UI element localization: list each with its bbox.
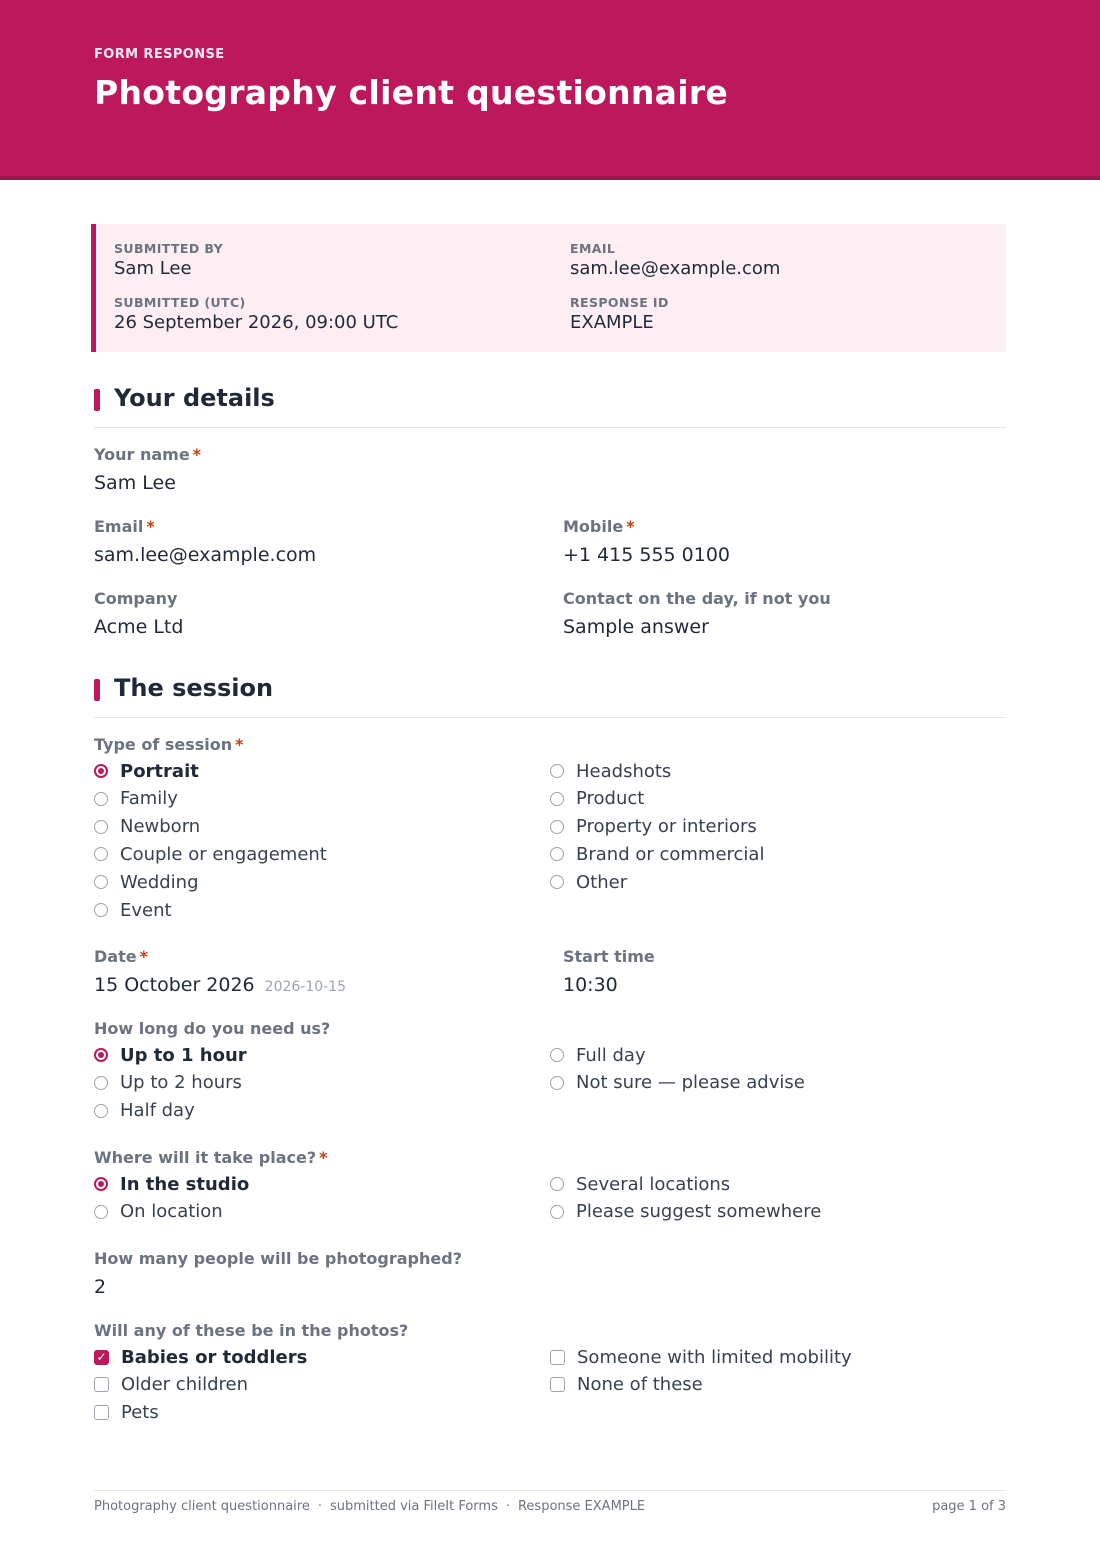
email-label: EMAIL: [570, 241, 616, 256]
field-label: Start time: [563, 947, 655, 966]
checkbox-option-none-of-these: [550, 1373, 703, 1397]
option-label: Newborn: [120, 816, 201, 838]
option-label: Product: [576, 788, 645, 810]
radio-empty-icon: [550, 847, 564, 861]
section-accent-bar: [94, 679, 100, 701]
field-value: +1 415 555 0100: [563, 544, 731, 566]
required-marker: *: [626, 517, 635, 536]
option-label: Property or interiors: [576, 816, 757, 838]
radio-empty-icon: [550, 820, 564, 834]
radio-empty-icon: [550, 875, 564, 889]
checkbox-option-older-children: [94, 1373, 248, 1397]
option-label: Full day: [576, 1044, 646, 1066]
radio-option-property-or-interiors: [550, 815, 757, 839]
field-your-name: [94, 445, 201, 494]
date-value: 15 October 2026: [94, 974, 255, 996]
submitted-time: [114, 295, 398, 333]
field-company: [94, 589, 183, 638]
radio-option-portrait: [94, 759, 199, 783]
radio-option-half-day: [94, 1099, 195, 1123]
field-value: 10:30: [563, 974, 618, 996]
section-the-session: [94, 674, 1006, 718]
radio-option-headshots: [550, 759, 671, 783]
submitted-by-value: Sam Lee: [114, 258, 192, 279]
required-marker: *: [235, 735, 244, 754]
submitter-email: [570, 241, 780, 279]
radio-selected-icon: [94, 764, 108, 778]
option-label: In the studio: [120, 1173, 250, 1195]
radio-option-on-location: [94, 1200, 223, 1224]
field-duration: [94, 1019, 330, 1038]
field-value: Sample answer: [563, 616, 709, 638]
field-label: Date *: [94, 947, 148, 966]
option-label: Portrait: [120, 760, 199, 782]
radio-option-product: [550, 787, 644, 811]
radio-empty-icon: [94, 875, 108, 889]
field-value: [94, 974, 346, 996]
response-id: [570, 295, 669, 333]
field-type-of-session: [94, 735, 244, 754]
radio-empty-icon: [550, 764, 564, 778]
field-label: Email *: [94, 517, 155, 536]
radio-empty-icon: [550, 1205, 564, 1219]
field-start-time: [563, 947, 655, 996]
checkbox-empty-icon: [550, 1350, 565, 1365]
footer-via: submitted via FileIt Forms: [329, 1499, 498, 1514]
option-label: Couple or engagement: [120, 843, 327, 865]
response-id-label: RESPONSE ID: [570, 295, 669, 310]
submitted-by: [114, 241, 223, 279]
radio-option-newborn: [94, 815, 200, 839]
checkbox-option-someone-with-limited-mobility: [550, 1345, 852, 1369]
option-label: Please suggest somewhere: [576, 1201, 822, 1223]
field-place: [94, 1148, 328, 1167]
section-accent-bar: [94, 389, 100, 411]
form-title: Photography client questionnaire: [94, 73, 729, 112]
radio-empty-icon: [550, 1076, 564, 1090]
submitted-time-value: 26 September 2026, 09:00 UTC: [114, 312, 399, 333]
required-marker: *: [192, 445, 202, 464]
required-marker: *: [319, 1148, 328, 1167]
option-label: Event: [120, 899, 172, 921]
footer-separator: ·: [317, 1499, 322, 1514]
field-value: 2: [94, 1276, 107, 1298]
option-label: Not sure — please advise: [576, 1072, 805, 1094]
radio-option-event: [94, 898, 172, 922]
radio-empty-icon: [94, 1104, 108, 1118]
radio-option-other: [550, 870, 627, 894]
section-heading: The session: [114, 674, 274, 702]
page-number: page 1 of 3: [932, 1499, 1006, 1514]
option-label: Family: [120, 788, 178, 810]
email-value: sam.lee@example.com: [570, 258, 781, 279]
field-value: sam.lee@example.com: [94, 544, 317, 566]
option-label: Wedding: [120, 871, 199, 893]
option-label: Older children: [121, 1374, 249, 1396]
response-id-value: EXAMPLE: [570, 312, 654, 333]
footer-response: Response EXAMPLE: [517, 1499, 646, 1514]
radio-empty-icon: [94, 903, 108, 917]
option-label: Brand or commercial: [576, 843, 765, 865]
radio-option-up-to-1-hour: [94, 1043, 247, 1067]
radio-empty-icon: [550, 1048, 564, 1062]
field-mobile: [563, 517, 730, 566]
field-label: How many people will be photographed?: [94, 1249, 462, 1268]
checkbox-empty-icon: [94, 1405, 109, 1420]
checkbox-option-pets: [94, 1401, 159, 1425]
field-date: [94, 947, 346, 996]
radio-option-not-sure-please-advise: [550, 1071, 805, 1095]
radio-selected-icon: [94, 1177, 108, 1191]
field-label: Mobile *: [563, 517, 635, 536]
radio-option-family: [94, 787, 178, 811]
checkbox-checked-icon: ✓: [94, 1350, 109, 1365]
date-iso: 2026-10-15: [264, 979, 347, 995]
radio-selected-icon: [94, 1048, 108, 1062]
submission-meta-box: [91, 224, 1006, 352]
radio-option-up-to-2-hours: [94, 1071, 242, 1095]
radio-option-please-suggest-somewhere: [550, 1200, 821, 1224]
field-label: Company: [94, 589, 178, 608]
required-marker: *: [146, 517, 155, 536]
radio-empty-icon: [94, 1205, 108, 1219]
option-label: Up to 1 hour: [120, 1044, 247, 1066]
field-contact-on-day: [563, 589, 831, 638]
radio-empty-icon: [550, 792, 564, 806]
option-label: Babies or toddlers: [121, 1346, 308, 1368]
footer-form-name: Photography client questionnaire: [94, 1499, 310, 1514]
radio-option-couple-or-engagement: [94, 842, 327, 866]
option-label: Pets: [121, 1402, 159, 1424]
radio-empty-icon: [94, 847, 108, 861]
field-email: [94, 517, 316, 566]
field-who-present: [94, 1321, 408, 1340]
field-label: Your name *: [94, 445, 202, 464]
radio-empty-icon: [550, 1177, 564, 1191]
page-footer: [94, 1490, 1006, 1514]
radio-option-brand-or-commercial: [550, 842, 764, 866]
footer-separator: ·: [505, 1499, 510, 1514]
submitted-by-label: SUBMITTED BY: [114, 241, 224, 256]
field-value: Acme Ltd: [94, 616, 184, 638]
field-people-count: [94, 1249, 462, 1298]
field-label: Where will it take place? *: [94, 1148, 328, 1167]
form-header: [0, 0, 1100, 180]
option-label: None of these: [577, 1374, 703, 1396]
section-heading: Your details: [114, 384, 275, 412]
option-label: Other: [576, 871, 628, 893]
radio-option-wedding: [94, 870, 199, 894]
checkbox-empty-icon: [94, 1377, 109, 1392]
option-label: On location: [120, 1201, 223, 1223]
field-label: Contact on the day, if not you: [563, 589, 831, 608]
radio-empty-icon: [94, 1076, 108, 1090]
radio-empty-icon: [94, 792, 108, 806]
option-label: Half day: [120, 1100, 195, 1122]
section-your-details: [94, 384, 1006, 428]
option-label: Up to 2 hours: [120, 1072, 242, 1094]
checkbox-option-babies-or-toddlers: [94, 1345, 307, 1369]
option-label: Several locations: [576, 1173, 731, 1195]
radio-option-in-the-studio: [94, 1172, 249, 1196]
field-label: Will any of these be in the photos?: [94, 1321, 409, 1340]
submitted-time-label: SUBMITTED (UTC): [114, 295, 246, 310]
radio-option-full-day: [550, 1043, 646, 1067]
form-eyebrow: FORM RESPONSE: [94, 47, 225, 62]
field-label: How long do you need us?: [94, 1019, 331, 1038]
radio-option-several-locations: [550, 1172, 730, 1196]
required-marker: *: [139, 947, 148, 966]
option-label: Someone with limited mobility: [577, 1346, 852, 1368]
field-value: Sam Lee: [94, 472, 176, 494]
option-label: Headshots: [576, 760, 672, 782]
radio-empty-icon: [94, 820, 108, 834]
checkbox-empty-icon: [550, 1377, 565, 1392]
field-label: Type of session *: [94, 735, 244, 754]
